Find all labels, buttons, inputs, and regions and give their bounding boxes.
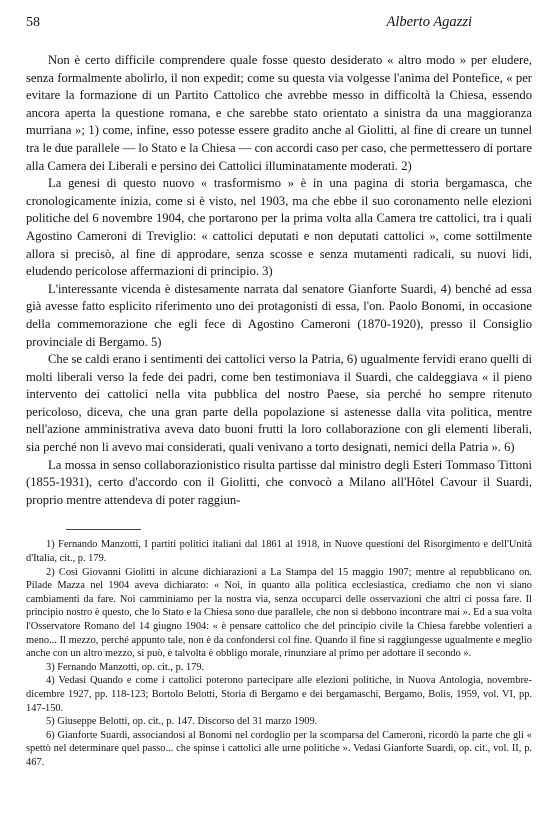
paragraph: La genesi di questo nuovo « trasformismo » è in una pagina di storia bergamasca, che cronologicamente inizia, come si è visto, nel 1903, ma che ebbe il suo coronamento nelle elezioni politiche del 6 novembre 1904, che portarono per la prima volta alla Camera tre cattolici, tra i quali Agostino Cameroni di Treviglio: « cattolici deputati e non deputati cattolici », come sottilmente allora si precisò, al fine di approdare, senza scosse e senza mutamenti radicali, su nuovi lidi, eludendo pericolose affermazioni di principio. 3) xyxy=(26,176,532,279)
footnote: 6) Gianforte Suardi, associandosi al Bonomi nel cordoglio per la scomparsa del Cameroni, ricordò la parte che gli « spettò nel determinare quel passo... che spinse i cattolici alle urne politiche ». Vedasi Gianforte Suardi, op. cit., vol. II, p. 467. xyxy=(26,729,532,768)
paragraph: Non è certo difficile comprendere quale fosse questo desiderato « altro modo » per eludere, senza formalmente abolirlo, il non expedit; come su questa via volgesse l'anima del Pontefice, « per evitare la formazione di un Partito Cattolico che avrebbe messo in difficoltà la Chiesa, essendo ancora aperta la questione romana, e che sarebbe stato orientato a sinistra da una maggioranza murriana »; 1) come, infine, esso potesse essere gradito anche al Giolitti, al fine di creare un tunnel tra le due parallele — lo Stato e la Chiesa — con accordi caso per caso, che permettessero di portare alla Camera dei Liberali e persino dei Cattolici illuminatamente moderati. 2) xyxy=(26,53,532,173)
footnotes xyxy=(26,538,532,769)
footnote: 1) Fernando Manzotti, I partiti politici italiani dal 1861 al 1918, in Nuove questioni del Risorgimento e dell'Unità d'Italia, cit., p. 179. xyxy=(26,539,532,565)
paragraph: L'interessante vicenda è distesamente narrata dal senatore Gianforte Suardi, 4) benché ad essa già avesse fatto esplicito riferimento uno dei protagonisti di essa, l'on. Paolo Bonomi, in occasione della commemorazione che egli fece di Agostino Cameroni (1870-1920), presso il Consiglio provinciale di Bergamo. 5) xyxy=(26,281,532,349)
footnote: 4) Vedasi Quando e come i cattolici poterono partecipare alle elezioni politiche, in Nuova Antologia, novembre-dicembre 1927, pp. 118-123; Bortolo Belotti, Storia di Bergamo e dei bergamaschi, Bergamo, Bolis, 1959, vol. VI, pp. 147-150. xyxy=(26,675,532,714)
body-text xyxy=(26,52,532,509)
footnote: 5) Giuseppe Belotti, op. cit., p. 147. Discorso del 31 marzo 1909. xyxy=(46,716,318,728)
footnote: 2) Così Giovanni Giolitti in alcune dichiarazioni a La Stampa del 15 maggio 1907; mentre al repubblicano on. Pilade Mazza nel 1904 aveva dichiarato: « Noi, in quanto alla politica ecclesiastica, crediamo che non vi siano cambiamenti da fare. Noi camminiamo per la nostra via, senza occuparci delle osservazioni che altri ci possa fare. Il principio nostro è questo, che lo Stato e la Chiesa sono due parallele, che non si debbono incontrare mai ». Ed a sua volta l'Osservatore Romano del 14 giugno 1904: « è pensare cattolico che del principio civile la Chiesa farebbe volentieri a meno... Il mezzo, perché appunto tale, non è da confondersi col fine. Quando il fine si raggiungesse ugualmente e meglio anche con un altro mezzo, si può, e talvolta è obbligo morale, rinunziare al primo per adottare il secondo ». xyxy=(26,566,532,660)
paragraph: Che se caldi erano i sentimenti dei cattolici verso la Patria, 6) ugualmente fervidi erano quelli di molti liberali verso la fede dei padri, come ben testimoniava il Suardi, che caldeggiava « il pieno intervento dei cattolici nella vita pubblica del nostro Paese, sia perché ho sempre ritenuto pericoloso, diceva, che una gran parte della popolazione si astenesse dalla vita politica, mentre nell'azione amministrativa aveva dato buoni frutti la loro collaborazione con gli elementi liberali, sia perché non li avevo mai considerati, quali venivano a torto designati, nemici della Patria ». 6) xyxy=(26,352,532,455)
paragraph: La mossa in senso collaborazionistico risulta partisse dal ministro degli Esteri Tommaso Tittoni (1855-1931), certo d'accordo con il Giolitti, che convocò a Milano all'Hôtel Cavour il Suardi, proprio mentre attendeva di poter raggiun- xyxy=(26,457,532,507)
footnote-separator xyxy=(66,529,141,530)
footnote: 3) Fernando Manzotti, op. cit., p. 179. xyxy=(46,661,205,673)
page-number: 58 xyxy=(26,15,40,30)
page-header xyxy=(26,14,532,38)
running-title: Alberto Agazzi xyxy=(386,14,472,30)
